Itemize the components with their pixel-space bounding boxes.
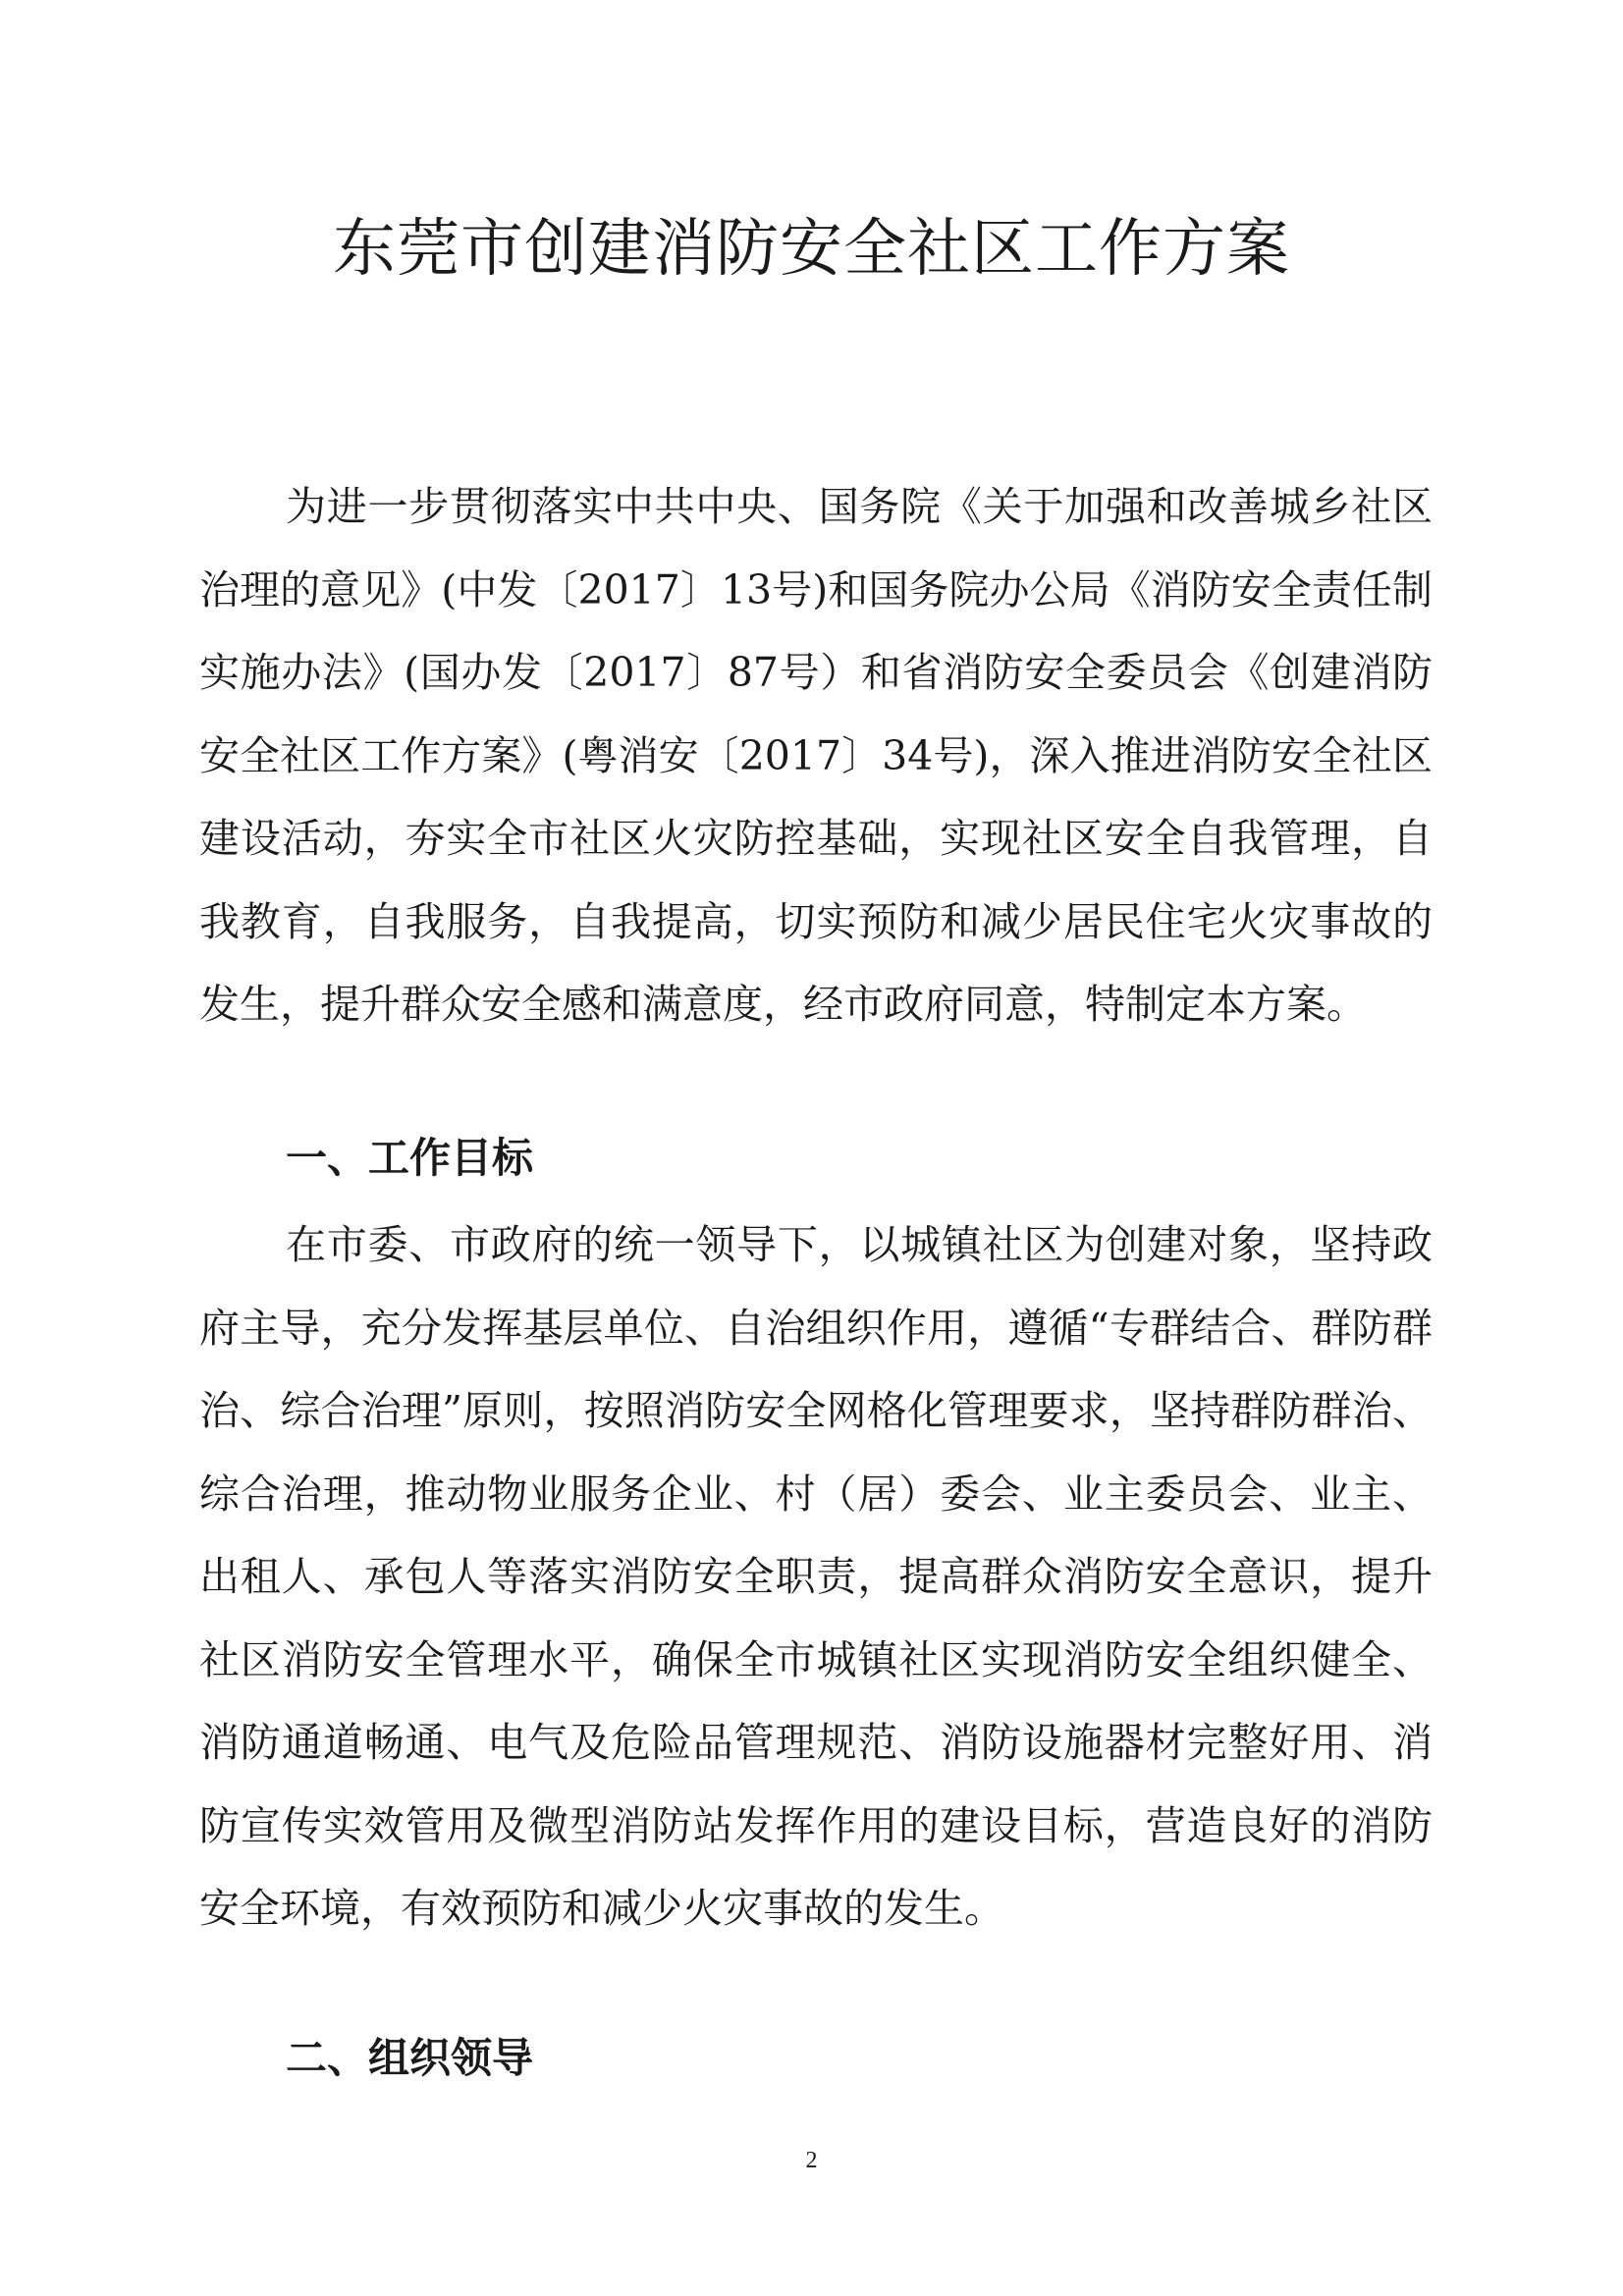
section-heading-organization-leadership: 二、组织领导 [286,2034,534,2082]
document-title: 东莞市创建消防安全社区工作方案 [333,213,1290,286]
intro-paragraph: 为进一步贯彻落实中共中央、国务院《关于加强和改善城乡社区治理的意见》(中发〔2017〕13号)和国务院办公局《消防安全责任制实施办法》(国办发〔2017〕87号）和省消防安全委员会《创建消防安全社区工作方案》(粤消安〔2017〕34号)，深入推进消防安全社区建设活动，夯实全市社区火灾防控基础，实现社区安全自我管理，自我教育，自我服务，自我提高，切实预防和减少居民住宅火灾事故的发生，提升群众安全感和满意度，经市政府同意，特制定本方案。 [199,483,1433,1028]
page-number: 2 [805,2148,818,2173]
work-goals-paragraph: 在市委、市政府的统一领导下，以城镇社区为创建对象，坚持政府主导，充分发挥基层单位、自治组织作用，遵循“专群结合、群防群治、综合治理”原则，按照消防安全网格化管理要求，坚持群防群治、综合治理，推动物业服务企业、村（居）委会、业主委员会、业主、出租人、承包人等落实消防安全职责，提高群众消防安全意识，提升社区消防安全管理水平，确保全市城镇社区实现消防安全组织健全、消防通道畅通、电气及危险品管理规范、消防设施器材完整好用、消防宣传实效管用及微型消防站发挥作用的建设目标，营造良好的消防安全环境，有效预防和减少火灾事故的发生。 [199,1221,1433,1932]
section-heading-work-goals: 一、工作目标 [286,1134,534,1182]
